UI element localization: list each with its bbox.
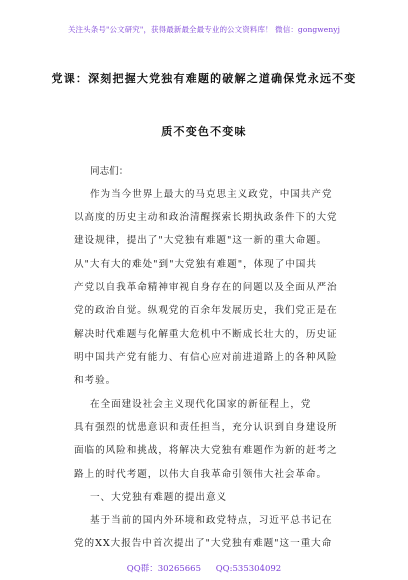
paragraph-line: 党的XX大报告中首次提出了"大党独有难题"这一重大命 xyxy=(74,538,333,549)
greeting: 同志们： xyxy=(90,166,129,177)
header-banner: 关注头条号"公文研究"，获得最新最全最专业的公文资料库！ 微信：gongwenyj xyxy=(67,25,341,34)
paragraph-line: 作为当今世界上最大的马克思主义政党，中国共产党 xyxy=(90,189,333,200)
footer-qq-group: QQ群：30265665 xyxy=(126,564,201,574)
paragraph-line: 在全面建设社会主义现代化国家的新征程上，党 xyxy=(90,399,312,410)
document-title-line-2: 质不变色不变味 xyxy=(161,125,247,138)
paragraph-line: 以高度的历史主动和政治清醒探索长期执政条件下的大党 xyxy=(74,212,338,223)
section-heading: 一、大党独有难题的提出意义 xyxy=(90,492,228,503)
paragraph-line: 从"大有大的难处"到"大党独有难题"，体现了中国共 xyxy=(74,259,317,270)
paragraph-line: 解决时代难题与化解重大危机中不断成长壮大的，历史证 xyxy=(74,329,338,340)
paragraph-line: 具有强烈的忧患意识和责任担当，充分认识到自身建设所 xyxy=(74,422,338,433)
paragraph-line: 建设规律，提出了"大党独有难题"这一新的重大命题。 xyxy=(74,235,328,246)
paragraph-line: 产党以自我革命精神审视自身存在的问题以及全面从严治 xyxy=(74,282,338,293)
paragraph-line: 明中国共产党有能力、有信心应对前进道路上的各种风险 xyxy=(74,352,338,363)
paragraph-line: 党的政治自觉。纵观党的百余年发展历史，我们党正是在 xyxy=(74,305,338,316)
paragraph-line: 面临的风险和挑战，将解决大党独有难题作为新的赶考之 xyxy=(74,445,338,456)
document-title-line-1: 党课：深刻把握大党独有难题的破解之道确保党永远不变 xyxy=(51,72,357,85)
paragraph-line: 基于当前的国内外环境和政党特点，习近平总书记在 xyxy=(90,515,333,526)
paragraph-line: 和考验。 xyxy=(74,375,117,386)
paragraph-line: 路上的时代考题，以伟大自我革命引领伟大社会革命。 xyxy=(74,469,328,480)
footer-contact xyxy=(0,562,408,574)
footer-qq: QQ:535304092 xyxy=(215,564,282,574)
